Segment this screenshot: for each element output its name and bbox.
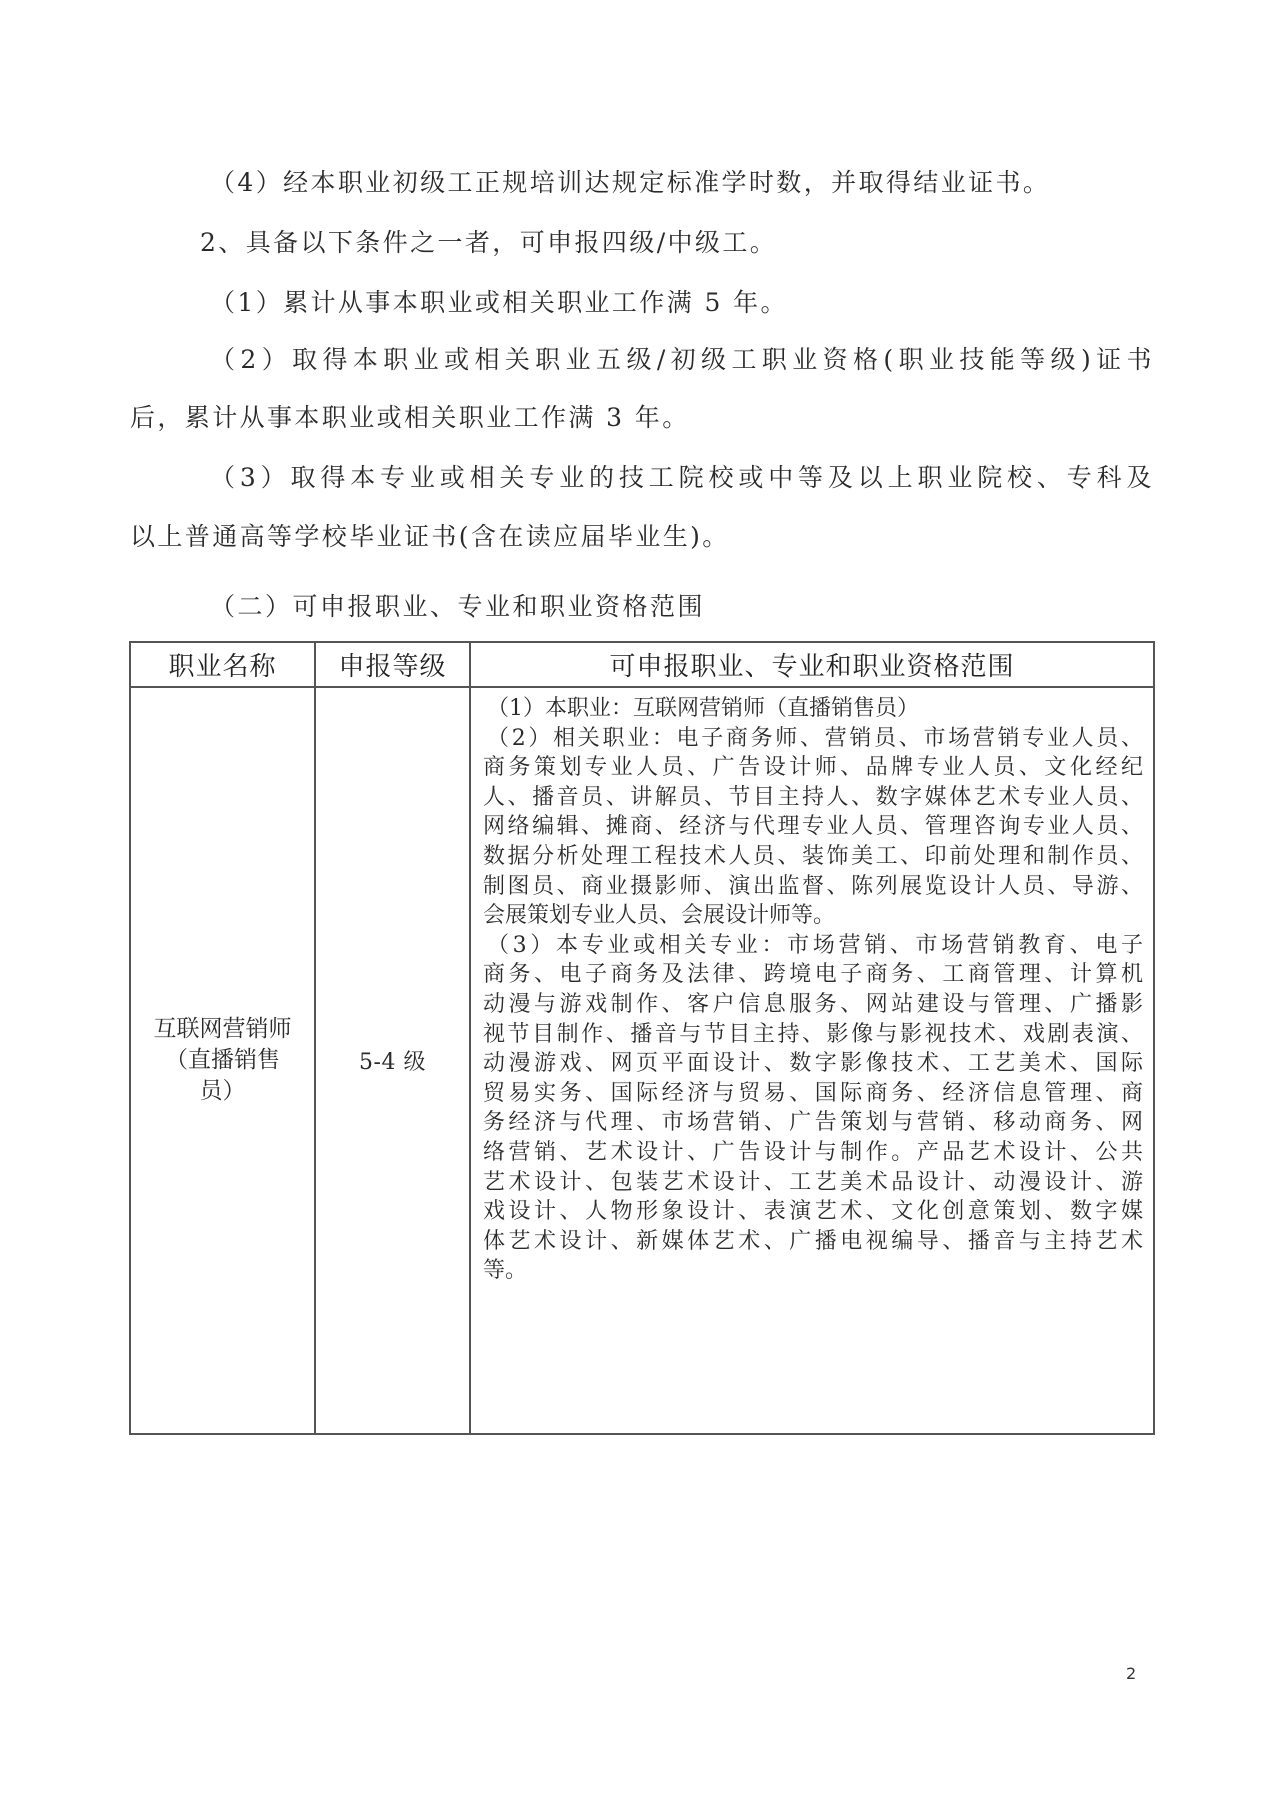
scope-line: 人、播音员、讲解员、节目主持人、数字媒体艺术专业人员、: [483, 784, 1143, 810]
page-number: 2: [1126, 1664, 1137, 1683]
scope-line: 等。: [483, 1258, 528, 1284]
header-scope: 可申报职业、专业和职业资格范围: [470, 642, 1154, 687]
scope-line: 制图员、商业摄影师、演出监督、陈列展览设计人员、导游、: [483, 873, 1143, 899]
level-cell: 5-4 级: [315, 687, 470, 1434]
scope-line: 动漫游戏、网页平面设计、数字影像技术、工艺美术、国际: [483, 1051, 1143, 1077]
table-header-row: [130, 642, 1154, 687]
paragraph-condition-3-line1: （3）取得本专业或相关专业的技工院校或中等及以上职业院校、专科及: [210, 463, 1152, 492]
scope-line: 贸易实务、国际经济与贸易、国际商务、经济信息管理、商: [483, 1080, 1143, 1106]
header-occupation-name: 职业名称: [130, 642, 315, 687]
scope-line: 戏设计、人物形象设计、表演艺术、文化创意策划、数字媒: [483, 1199, 1143, 1225]
header-application-level: 申报等级: [315, 642, 470, 687]
scope-line: （1）本职业：互联网营销师（直播销售员）: [487, 696, 919, 721]
scope-line: 艺术设计、包装艺术设计、工艺美术品设计、动漫设计、游: [483, 1169, 1143, 1195]
scope-line: 数据分析处理工程技术人员、装饰美工、印前处理和制作员、: [483, 843, 1143, 869]
scope-line: （2）相关职业：电子商务师、营销员、市场营销专业人员、: [487, 725, 1143, 751]
scope-line: 网络编辑、摊商、经济与代理专业人员、管理咨询专业人员、: [483, 814, 1143, 840]
scope-line: 务经济与代理、市场营销、广告策划与营销、移动商务、网: [483, 1110, 1143, 1136]
scope-line: 动漫与游戏制作、客户信息服务、网站建设与管理、广播影: [483, 991, 1143, 1017]
occupation-name-line: （直播销售: [165, 1047, 280, 1073]
scope-line: 会展策划专业人员、会展设计师等。: [483, 903, 836, 929]
paragraph-condition-2-line1: （2）取得本职业或相关职业五级/初级工职业资格(职业技能等级)证书: [210, 345, 1152, 374]
occupation-name-line: 互联网营销师: [153, 1016, 292, 1042]
qualification-scope-table: [129, 641, 1155, 1435]
occupation-name-cell: [130, 687, 315, 1434]
section-title: （二）可申报职业、专业和职业资格范围: [210, 592, 706, 621]
scope-line: （3）本专业或相关专业：市场营销、市场营销教育、电子: [487, 932, 1143, 958]
paragraph-condition-1: （1）累计从事本职业或相关职业工作满 5 年。: [210, 288, 788, 317]
occupation-name-line: 员）: [199, 1078, 246, 1104]
scope-line: 视节目制作、播音与节目主持、影像与影视技术、戏剧表演、: [483, 1021, 1143, 1047]
scope-line: 体艺术设计、新媒体艺术、广播电视编导、播音与主持艺术: [483, 1228, 1143, 1254]
heading-intermediate-level: 2、具备以下条件之一者，可申报四级/中级工。: [200, 228, 778, 257]
scope-line: 商务策划专业人员、广告设计师、品牌专业人员、文化经纪: [483, 755, 1143, 781]
scope-line: 商务、电子商务及法律、跨境电子商务、工商管理、计算机: [483, 962, 1143, 988]
paragraph-condition-4: （4）经本职业初级工正规培训达规定标准学时数，并取得结业证书。: [210, 168, 1051, 197]
paragraph-condition-3-line2: 以上普通高等学校毕业证书(含在读应届毕业生)。: [130, 522, 730, 551]
scope-cell: [470, 687, 1154, 1434]
paragraph-condition-2-line2: 后，累计从事本职业或相关职业工作满 3 年。: [130, 403, 690, 432]
table-row: [130, 687, 1154, 1434]
scope-line: 络营销、艺术设计、广告设计与制作。产品艺术设计、公共: [483, 1139, 1143, 1165]
